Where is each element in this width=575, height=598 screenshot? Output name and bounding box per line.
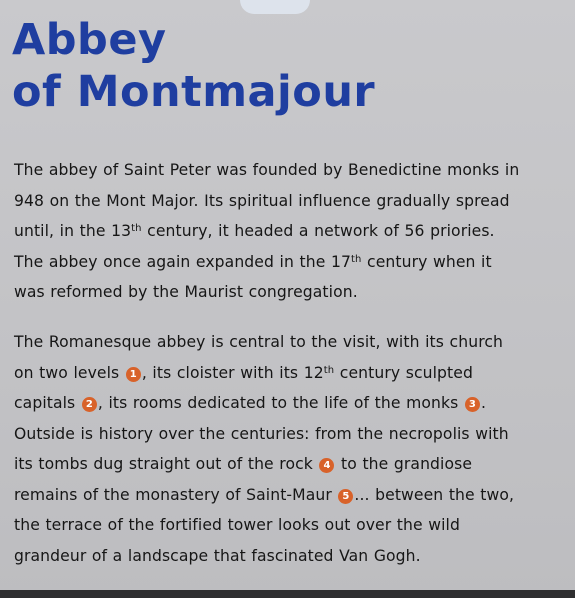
text-fragment: century, it headed a network of 56 priories. (141, 222, 495, 240)
text-fragment: The abbey once again expanded in the 17 (14, 252, 352, 271)
superscript: th (351, 253, 362, 265)
text-line: Outside is history over the centuries: from the necropolis with (14, 424, 509, 443)
text-fragment: . (480, 394, 487, 412)
marker-3-icon: 3 (465, 397, 480, 412)
text-line (14, 216, 566, 247)
light-glare (240, 0, 310, 14)
marker-4-icon: 4 (319, 458, 334, 473)
text-fragment: century when it (361, 252, 492, 271)
superscript: th (131, 223, 142, 234)
text-fragment: , its rooms dedicated to the life of the monks (97, 394, 464, 412)
text-line (14, 358, 566, 389)
text-fragment: century sculpted (334, 363, 473, 382)
visit-paragraph (14, 327, 566, 571)
text-line: 948 on the Mont Major. Its spiritual influence gradually spread (14, 191, 510, 210)
text-fragment: capitals (14, 394, 81, 412)
text-fragment: its tombs dug straight out of the rock (14, 455, 319, 473)
superscript: th (323, 364, 335, 376)
text-line: The abbey of Saint Peter was founded by Benedictine monks in (14, 161, 520, 179)
marker-1-icon: 1 (126, 367, 141, 382)
text-line: The Romanesque abbey is central to the visit, with its church (14, 333, 504, 351)
text-line (14, 388, 566, 419)
text-fragment: remains of the monastery of Saint-Maur (14, 485, 338, 504)
text-fragment: until, in the 13 (14, 222, 132, 240)
text-line: was reformed by the Maurist congregation. (14, 283, 358, 301)
text-fragment: on two levels (14, 363, 125, 382)
text-line: grandeur of a landscape that fascinated Van Gogh. (14, 546, 421, 565)
text-line (14, 480, 566, 511)
text-fragment: ... between the two, (354, 485, 515, 504)
text-line (14, 449, 566, 480)
history-paragraph (14, 155, 566, 308)
text-line (14, 247, 566, 278)
marker-2-icon: 2 (82, 397, 97, 412)
text-fragment: , its cloister with its 12 (141, 363, 324, 382)
title-line-2: of Montmajour (12, 67, 376, 117)
title-line-1: Abbey (12, 15, 167, 65)
text-line: the terrace of the fortified tower looks out over the wild (14, 516, 460, 534)
text-fragment: to the grandiose (335, 455, 473, 473)
sign-title (12, 14, 375, 118)
sign-bottom-edge (0, 590, 575, 598)
marker-5-icon: 5 (338, 489, 353, 504)
